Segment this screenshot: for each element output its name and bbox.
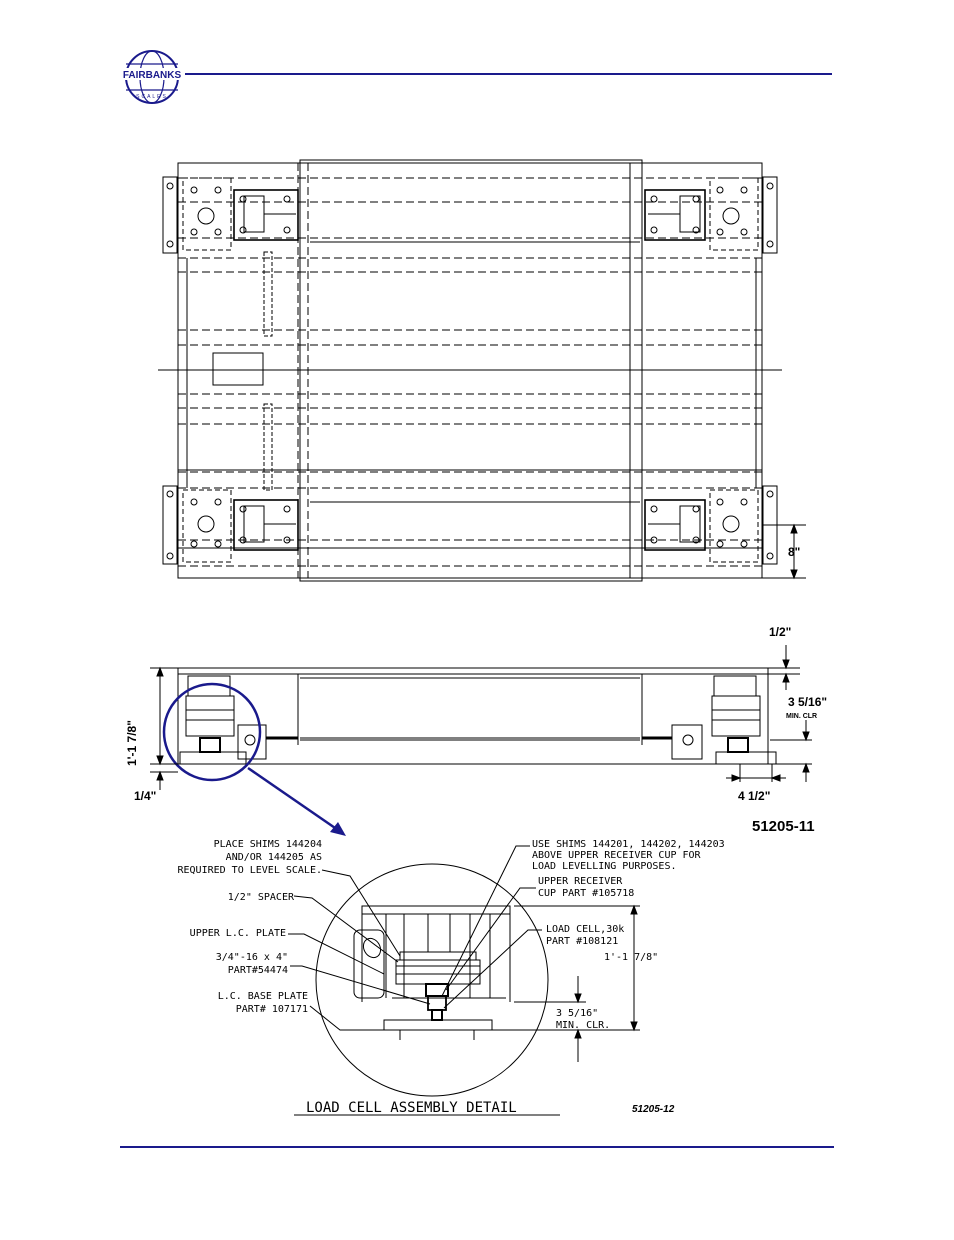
label-use-shims-3: LOAD LEVELLING PURPOSES. — [532, 861, 677, 872]
label-detail-height: 1'-1 7/8" — [604, 952, 659, 963]
label-use-shims-1: USE SHIMS 144201, 144202, 144203 — [532, 839, 725, 850]
label-detail-min-clr: MIN. CLR. — [556, 1020, 611, 1031]
dim-four-half-inch: 4 1/2" — [738, 789, 771, 803]
dim-overall-height: 1'-1 7/8" — [125, 720, 139, 766]
label-upper-lc-plate: UPPER L.C. PLATE — [189, 928, 286, 939]
label-detail-clearance: 3 5/16" — [556, 1008, 599, 1019]
dim-min-clearance-note: MIN. CLR — [786, 713, 818, 720]
label-bolt-part: PART#54474 — [227, 965, 288, 976]
label-place-shims-2: AND/OR 144205 AS — [225, 852, 322, 863]
label-receiver-cup-part: CUP PART #105718 — [538, 888, 635, 899]
label-use-shims-2: ABOVE UPPER RECEIVER CUP FOR — [532, 850, 701, 861]
label-base-plate-part: PART# 107171 — [235, 1004, 308, 1015]
label-load-cell-part: PART #108121 — [546, 936, 619, 947]
top-view-drawing — [158, 160, 806, 581]
dim-min-clearance: 3 5/16" — [788, 695, 828, 709]
logo-subtext: SCALES — [136, 94, 168, 100]
detail-callout-arrow — [248, 768, 346, 836]
dim-quarter-inch: 1/4" — [134, 789, 157, 803]
label-load-cell: LOAD CELL,30k — [546, 924, 625, 935]
detail-title: LOAD CELL ASSEMBLY DETAIL — [306, 1100, 517, 1116]
label-upper-receiver: UPPER RECEIVER — [538, 876, 623, 887]
logo-text: FAIRBANKS — [122, 70, 182, 81]
label-half-spacer: 1/2" SPACER — [227, 892, 294, 903]
drawing-number-detail: 51205-12 — [632, 1104, 675, 1115]
label-bolt-size: 3/4"-16 x 4" — [215, 952, 288, 963]
dim-8-inch: 8" — [788, 545, 801, 559]
drawing-number-side: 51205-11 — [752, 818, 815, 835]
label-base-plate: L.C. BASE PLATE — [217, 991, 308, 1002]
fairbanks-logo — [122, 51, 182, 103]
dim-half-inch: 1/2" — [769, 625, 792, 639]
label-place-shims-1: PLACE SHIMS 144204 — [213, 839, 322, 850]
label-place-shims-3: REQUIRED TO LEVEL SCALE. — [177, 865, 322, 876]
